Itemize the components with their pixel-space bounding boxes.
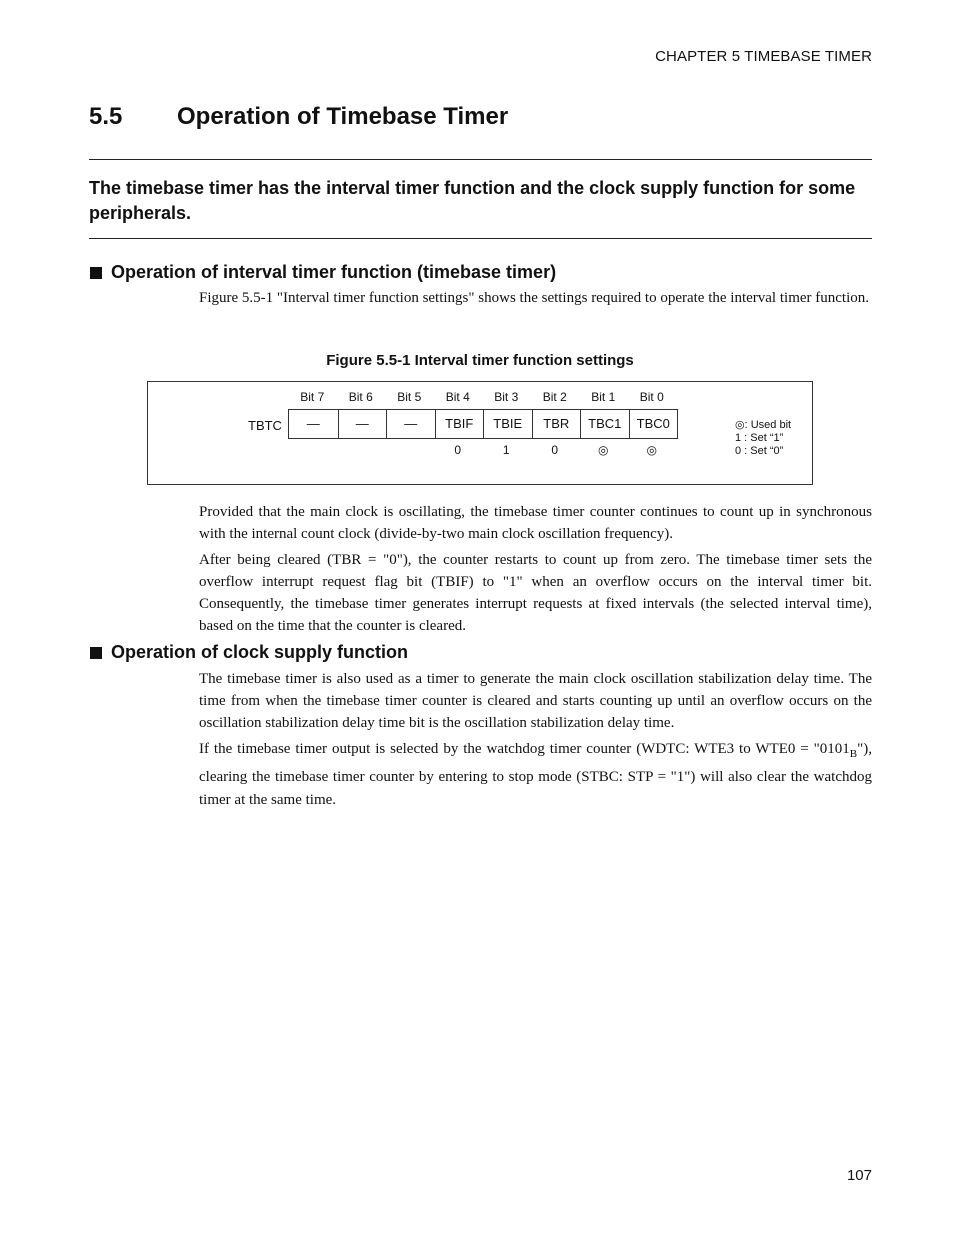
paragraph-text: Figure 5.5-1 "Interval timer function settings" shows the settings required to operate the interval timer function. [199,290,869,306]
register-value: 0 [551,443,559,457]
paragraph-text [199,738,872,812]
paragraph-text: The timebase timer is also used as a timer to generate the main clock oscillation stabilization delay time. The time from when the timebase timer counter is cleared and starts counting up until an overflow occurs on the oscillation stabilization delay time bit is the oscillation stabilization delay time. [199,671,872,731]
figure-legend [735,419,791,458]
register-value [337,443,386,457]
bit-label: Bit 5 [397,390,422,404]
paragraph-text: Provided that the main clock is oscillating, the timebase timer counter continues to count up in synchronous with the internal count clock (divide-by-two main clock oscillation frequency). [199,504,872,542]
register-cell: — [306,416,320,431]
bit-label: Bit 6 [348,390,373,404]
register-value [288,443,337,457]
square-bullet-icon [90,267,102,279]
page-number: 107 [846,1167,872,1184]
subscript: B [849,748,858,760]
bit-label: Bit 7 [300,390,325,404]
register-cell: — [386,410,435,438]
bottom-rule [89,238,872,239]
register-figure [147,381,813,485]
text-run: If the timebase timer output is selected by the watchdog timer counter (WDTC: WTE3 to WTE0 = "0101 [199,741,850,757]
register-value [385,443,434,457]
register-value: ◎ [646,443,657,457]
register-value: 1 [502,443,510,457]
subsection-heading-interval [89,262,556,283]
register-cells [288,409,678,439]
text-run: "), clearing the timebase timer counter by entering to stop mode (STBC: STP = "1") will also clear the watchdog timer at the same time. [199,741,872,808]
body-paragraph [199,668,872,734]
body-paragraph [199,549,872,637]
section-summary: The timebase timer has the interval timer function and the clock supply function for some peripherals. [89,178,856,223]
chapter-header: CHAPTER 5 TIMEBASE TIMER [655,48,872,65]
subsection-title: Operation of clock supply function [111,642,409,662]
register-value-row [288,443,676,457]
body-paragraph [199,501,872,545]
subsection-heading-clock-supply [89,642,408,663]
bit-label: Bit 4 [445,390,470,404]
register-name: TBTC [248,418,282,433]
square-bullet-icon [90,647,102,659]
register-cell: TBIF [435,410,484,438]
bit-label: Bit 2 [542,390,567,404]
register-cell: TBC1 [580,410,629,438]
section-number: 5.5 [89,103,123,130]
register-value: ◎ [598,443,609,457]
legend-item: 0 : Set “0” [735,445,784,457]
bit-label: Bit 3 [494,390,519,404]
intro-paragraph [199,287,872,309]
legend-item: ◎: Used bit [735,419,792,431]
section-title: Operation of Timebase Timer [177,103,509,130]
paragraph-text: After being cleared (TBR = "0"), the counter restarts to count up from zero. The timebase timer sets the overflow interrupt request flag bit (TBIF) to "1" when an overflow occurs on the interval timer bit. Consequently, the timebase timer generates interrupt requests at fixed intervals (the selected interval time), based on the time that the counter is cleared. [199,552,872,634]
register-cell: TBC0 [629,410,678,438]
bit-label-row [288,390,676,404]
legend-item: 1 : Set “1” [735,432,784,444]
figure-caption: Figure 5.5-1 Interval timer function settings [326,352,634,369]
bit-label: Bit 1 [591,390,616,404]
register-cell: TBR [532,410,581,438]
register-value: 0 [454,443,462,457]
register-cell: TBIE [483,410,532,438]
subsection-title: Operation of interval timer function (timebase timer) [111,262,557,282]
register-cell: — [338,410,387,438]
bit-label: Bit 0 [639,390,664,404]
body-paragraph [199,738,872,812]
top-rule [89,159,872,160]
